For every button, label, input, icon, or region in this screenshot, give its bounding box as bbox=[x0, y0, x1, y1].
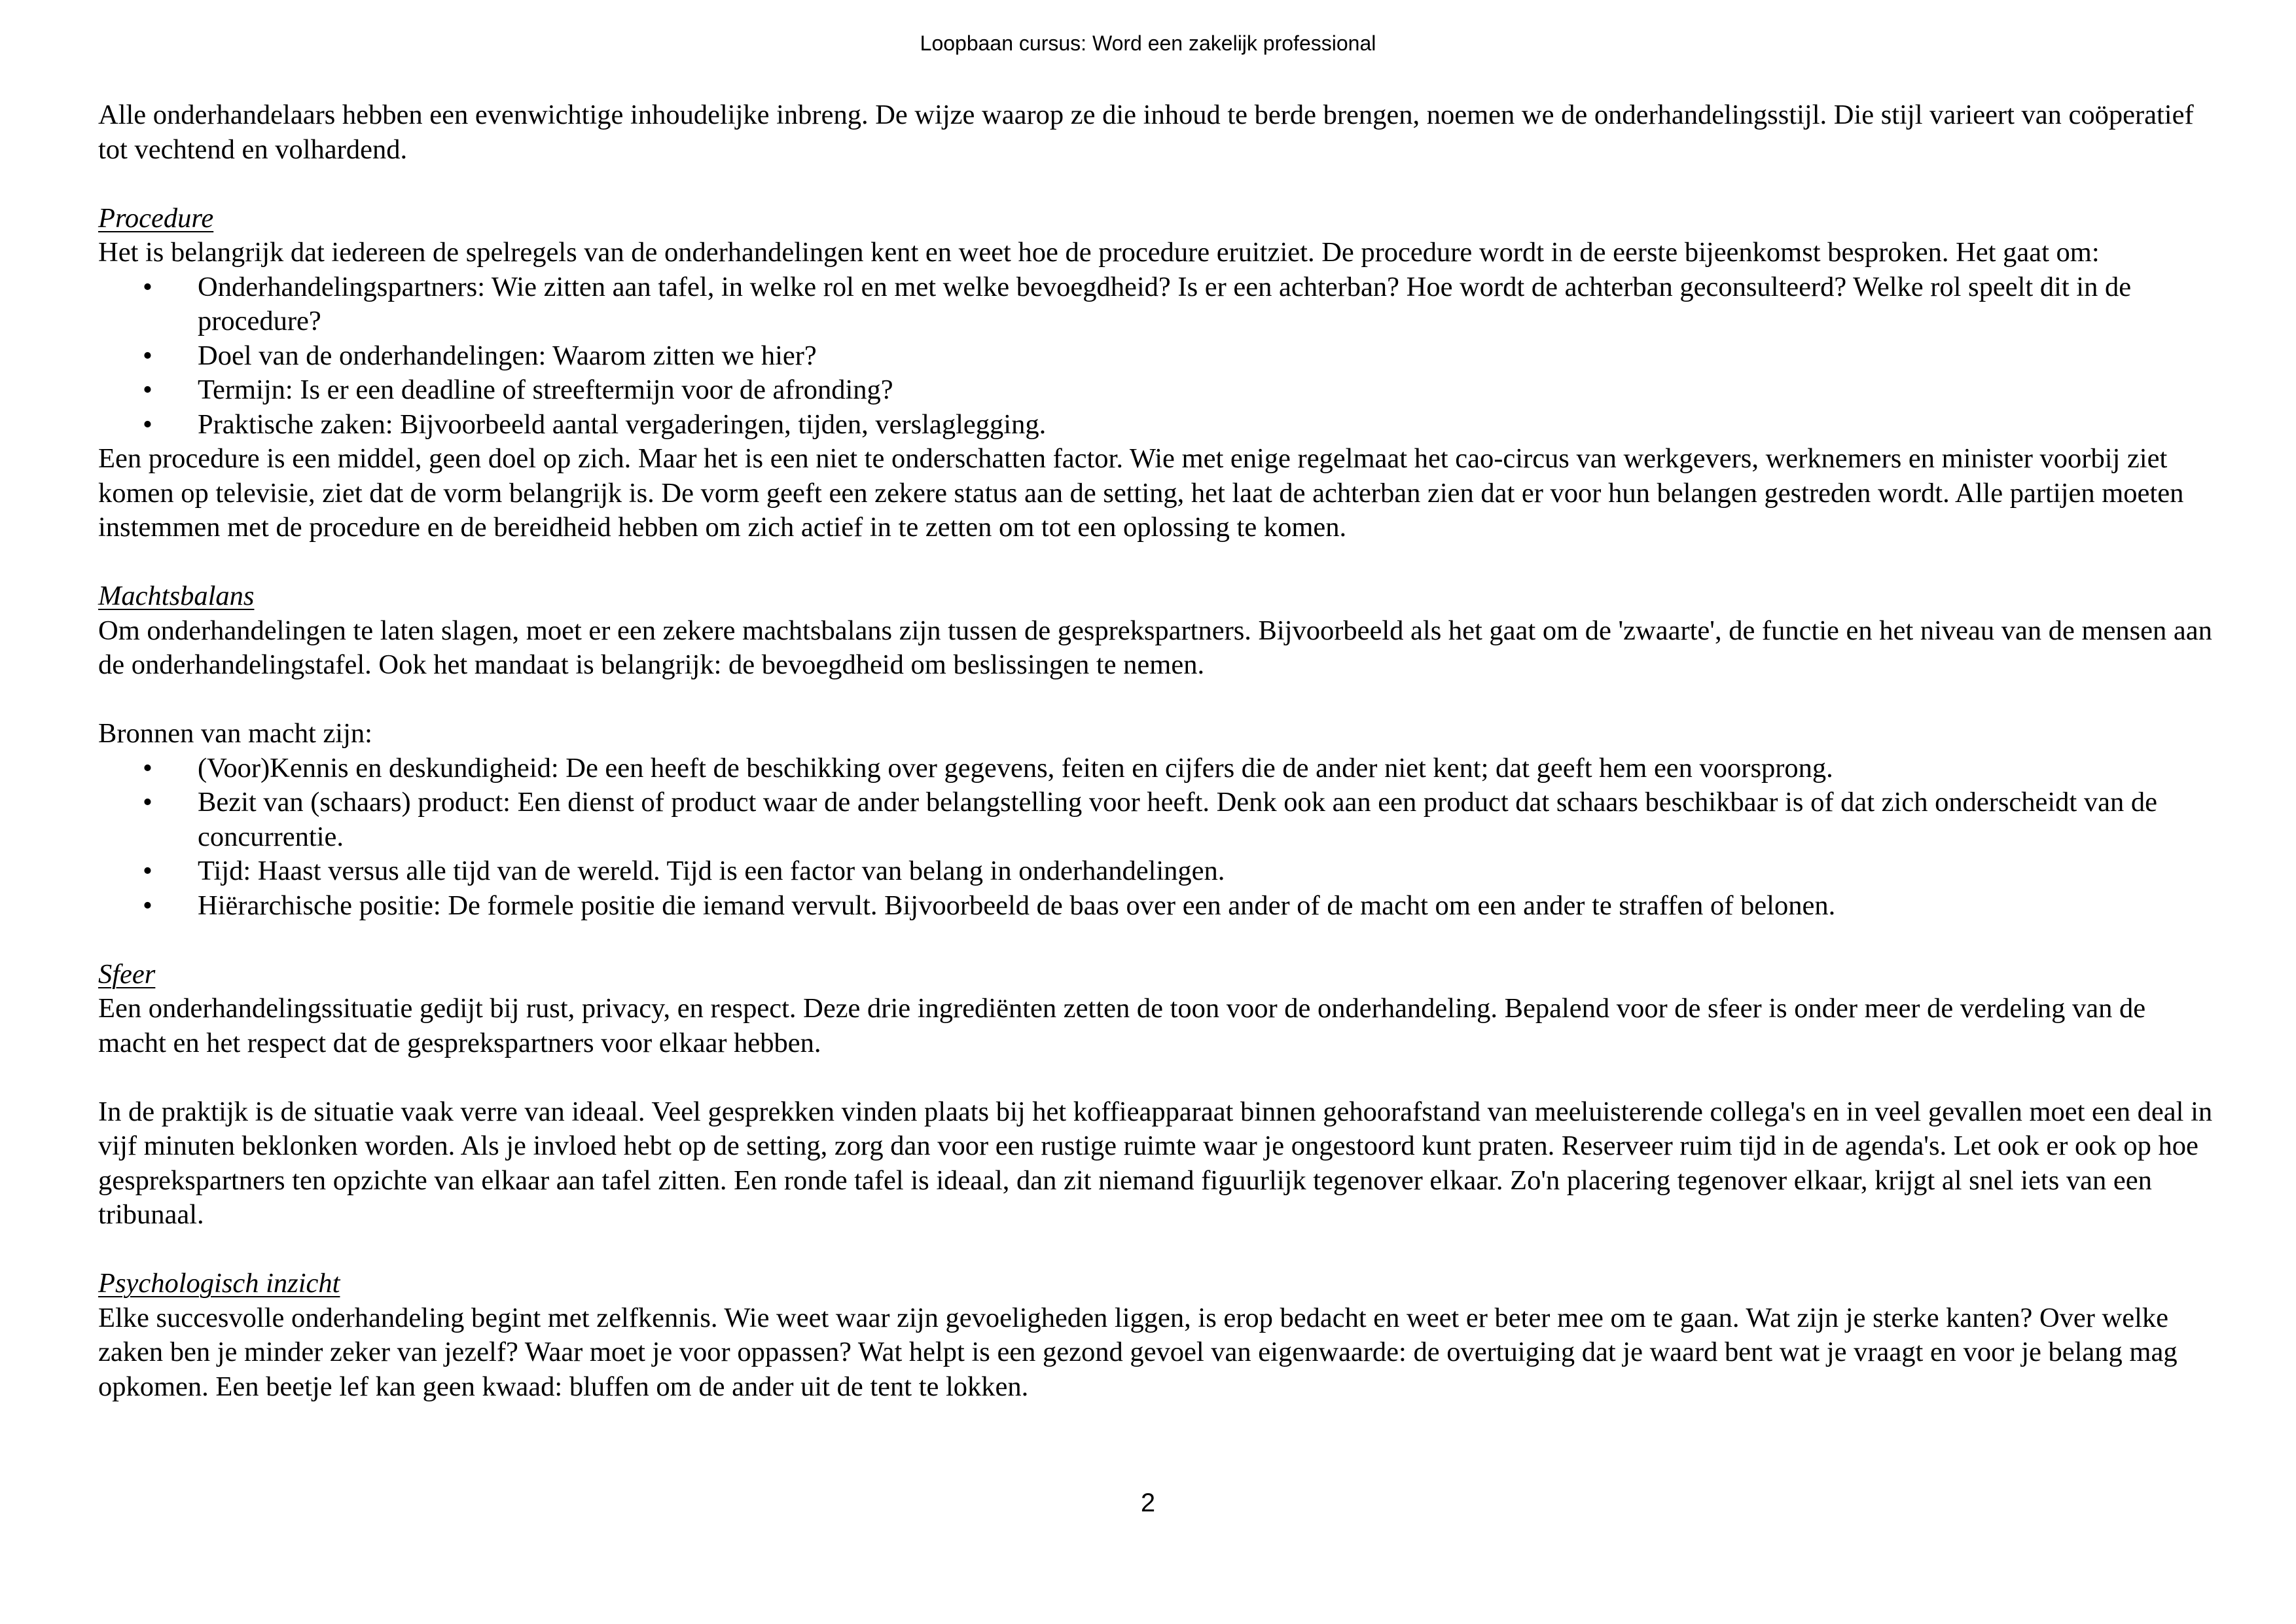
machtsbalans-heading: Machtsbalans bbox=[98, 581, 255, 611]
power-sources-intro: Bronnen van macht zijn: bbox=[98, 718, 372, 749]
list-item bbox=[98, 751, 2219, 786]
psychologisch-paragraph: Elke succesvolle onderhandeling begint met zelfkennis. Wie weet waar zijn gevoeligheden liggen, is erop bedacht en weet er beter mee om te gaan. Wat zijn je sterke kanten? Over welke zaken ben je minder zeker van jezelf? Waar moet je voor oppassen? Wat helpt is een gezond gevoel van eigenwaarde: de overtuiging dat je waard bent wat je vraagt en voor je belang mag opkomen. Een beetje lef kan geen kwaad: bluffen om de ander uit de tent te lokken. bbox=[98, 1302, 2178, 1402]
spacer bbox=[98, 167, 2219, 202]
sfeer-heading: Sfeer bbox=[98, 958, 156, 990]
intro-paragraph: Alle onderhandelaars hebben een evenwichtige inhoudelijke inbreng. De wijze waarop ze die inhoud te berde brengen, noemen we de onderhandelingsstijl. Die stijl varieert van coöperatief tot vechtend en volhardend. bbox=[98, 99, 2194, 165]
page-header: Loopbaan cursus: Word een zakelijk professional bbox=[920, 31, 1376, 55]
list-item bbox=[98, 270, 2219, 339]
list-item-text: Termijn: Is er een deadline of streeftermijn voor de afronding? bbox=[198, 374, 893, 405]
list-item bbox=[98, 889, 2219, 924]
spacer bbox=[98, 1060, 2219, 1095]
list-item bbox=[98, 785, 2219, 854]
section-procedure bbox=[98, 202, 2219, 545]
section-machtsbalans bbox=[98, 579, 2219, 923]
spacer bbox=[98, 1233, 2219, 1267]
procedure-heading: Procedure bbox=[98, 202, 214, 234]
spacer bbox=[98, 683, 2219, 717]
psychologisch-heading: Psychologisch inzicht bbox=[98, 1268, 340, 1299]
bullet-icon: • bbox=[143, 408, 152, 440]
list-item bbox=[98, 408, 2219, 442]
machtsbalans-paragraph: Om onderhandelingen te laten slagen, moet er een zekere machtsbalans zijn tussen de gesprekspartners. Bijvoorbeeld als het gaat om de 'zwaarte', de functie en het niveau van de mensen aan de onderhandelingstafel. Ook het mandaat is belangrijk: de bevoegdheid om beslissingen te nemen. bbox=[98, 615, 2212, 680]
list-item bbox=[98, 373, 2219, 408]
list-item-text: Doel van de onderhandelingen: Waarom zitten we hier? bbox=[198, 340, 817, 371]
bullet-icon: • bbox=[143, 787, 152, 818]
list-item-text: Tijd: Haast versus alle tijd van de wereld. Tijd is een factor van belang in onderhandelingen. bbox=[198, 856, 1225, 886]
bullet-icon: • bbox=[143, 890, 152, 921]
section-psychologisch-inzicht bbox=[98, 1267, 2219, 1404]
spacer bbox=[98, 545, 2219, 580]
spacer bbox=[98, 923, 2219, 958]
bullet-icon: • bbox=[143, 271, 152, 302]
bullet-icon: • bbox=[143, 856, 152, 886]
list-item-text: Praktische zaken: Bijvoorbeeld aantal vergaderingen, tijden, verslaglegging. bbox=[198, 408, 1047, 440]
procedure-closing-paragraph: Een procedure is een middel, geen doel op zich. Maar het is een niet te onderschatten factor. Wie met enige regelmaat het cao-circus van werkgevers, werknemers en minister voorbij ziet komen op televisie, ziet dat de vorm belangrijk is. De vorm geeft een zekere status aan de setting, het laat de achterban zien dat er voor hun belangen gestreden wordt. Alle partijen moeten instemmen met de procedure en de bereidheid hebben om zich actief in te zetten om tot een oplossing te komen. bbox=[98, 443, 2184, 543]
list-item-text: (Voor)Kennis en deskundigheid: De een heeft de beschikking over gegevens, feiten en cijfers die de ander niet kent; dat geeft hem een voorsprong. bbox=[198, 752, 1833, 784]
sfeer-practice-paragraph: In de praktijk is de situatie vaak verre van ideaal. Veel gesprekken vinden plaats bij het koffieapparaat binnen gehoorafstand van meeluisterende collega's en in veel gevallen moet een deal in vijf minuten beklonken worden. Als je invloed hebt op de setting, zorg dan voor een rustige ruimte waar je ongestoord kunt praten. Reserveer ruim tijd in de agenda's. Let ook er ook op hoe gesprekspartners ten opzichte van elkaar aan tafel zitten. Een ronde tafel is ideaal, dan zit niemand figuurlijk tegenover elkaar. Zo'n placering tegenover elkaar, krijgt al snel iets van een tribunaal. bbox=[98, 1096, 2213, 1230]
document-body bbox=[98, 98, 2219, 1404]
section-sfeer bbox=[98, 958, 2219, 1233]
procedure-paragraph: Het is belangrijk dat iedereen de spelregels van de onderhandelingen kent en weet hoe de procedure eruitziet. De procedure wordt in de eerste bijeenkomst besproken. Het gaat om: bbox=[98, 237, 2100, 268]
bullet-icon: • bbox=[143, 374, 152, 405]
bullet-icon: • bbox=[143, 340, 152, 371]
procedure-bullet-list bbox=[98, 270, 2219, 442]
page-number: 2 bbox=[1140, 1489, 1156, 1517]
bullet-icon: • bbox=[143, 752, 152, 784]
list-item-text: Hiërarchische positie: De formele positie die iemand vervult. Bijvoorbeeld de baas over een ander of de macht om een ander te straffen of belonen. bbox=[198, 890, 1836, 921]
power-sources-bullet-list bbox=[98, 751, 2219, 924]
sfeer-paragraph: Een onderhandelingssituatie gedijt bij rust, privacy, en respect. Deze drie ingrediënten zetten de toon voor de onderhandeling. Bepalend voor de sfeer is onder meer de verdeling van de macht en het respect dat de gesprekspartners voor elkaar hebben. bbox=[98, 993, 2146, 1058]
list-item-text: Onderhandelingspartners: Wie zitten aan tafel, in welke rol en met welke bevoegdheid? Is er een achterban? Hoe wordt de achterban geconsulteerd? Welke rol speelt dit in de procedure? bbox=[198, 271, 2132, 336]
list-item bbox=[98, 854, 2219, 889]
list-item-text: Bezit van (schaars) product: Een dienst of product waar de ander belangstelling voor heeft. Denk ook aan een product dat schaars beschikbaar is of dat zich onderscheidt van de concurrentie. bbox=[198, 787, 2157, 852]
list-item bbox=[98, 339, 2219, 374]
